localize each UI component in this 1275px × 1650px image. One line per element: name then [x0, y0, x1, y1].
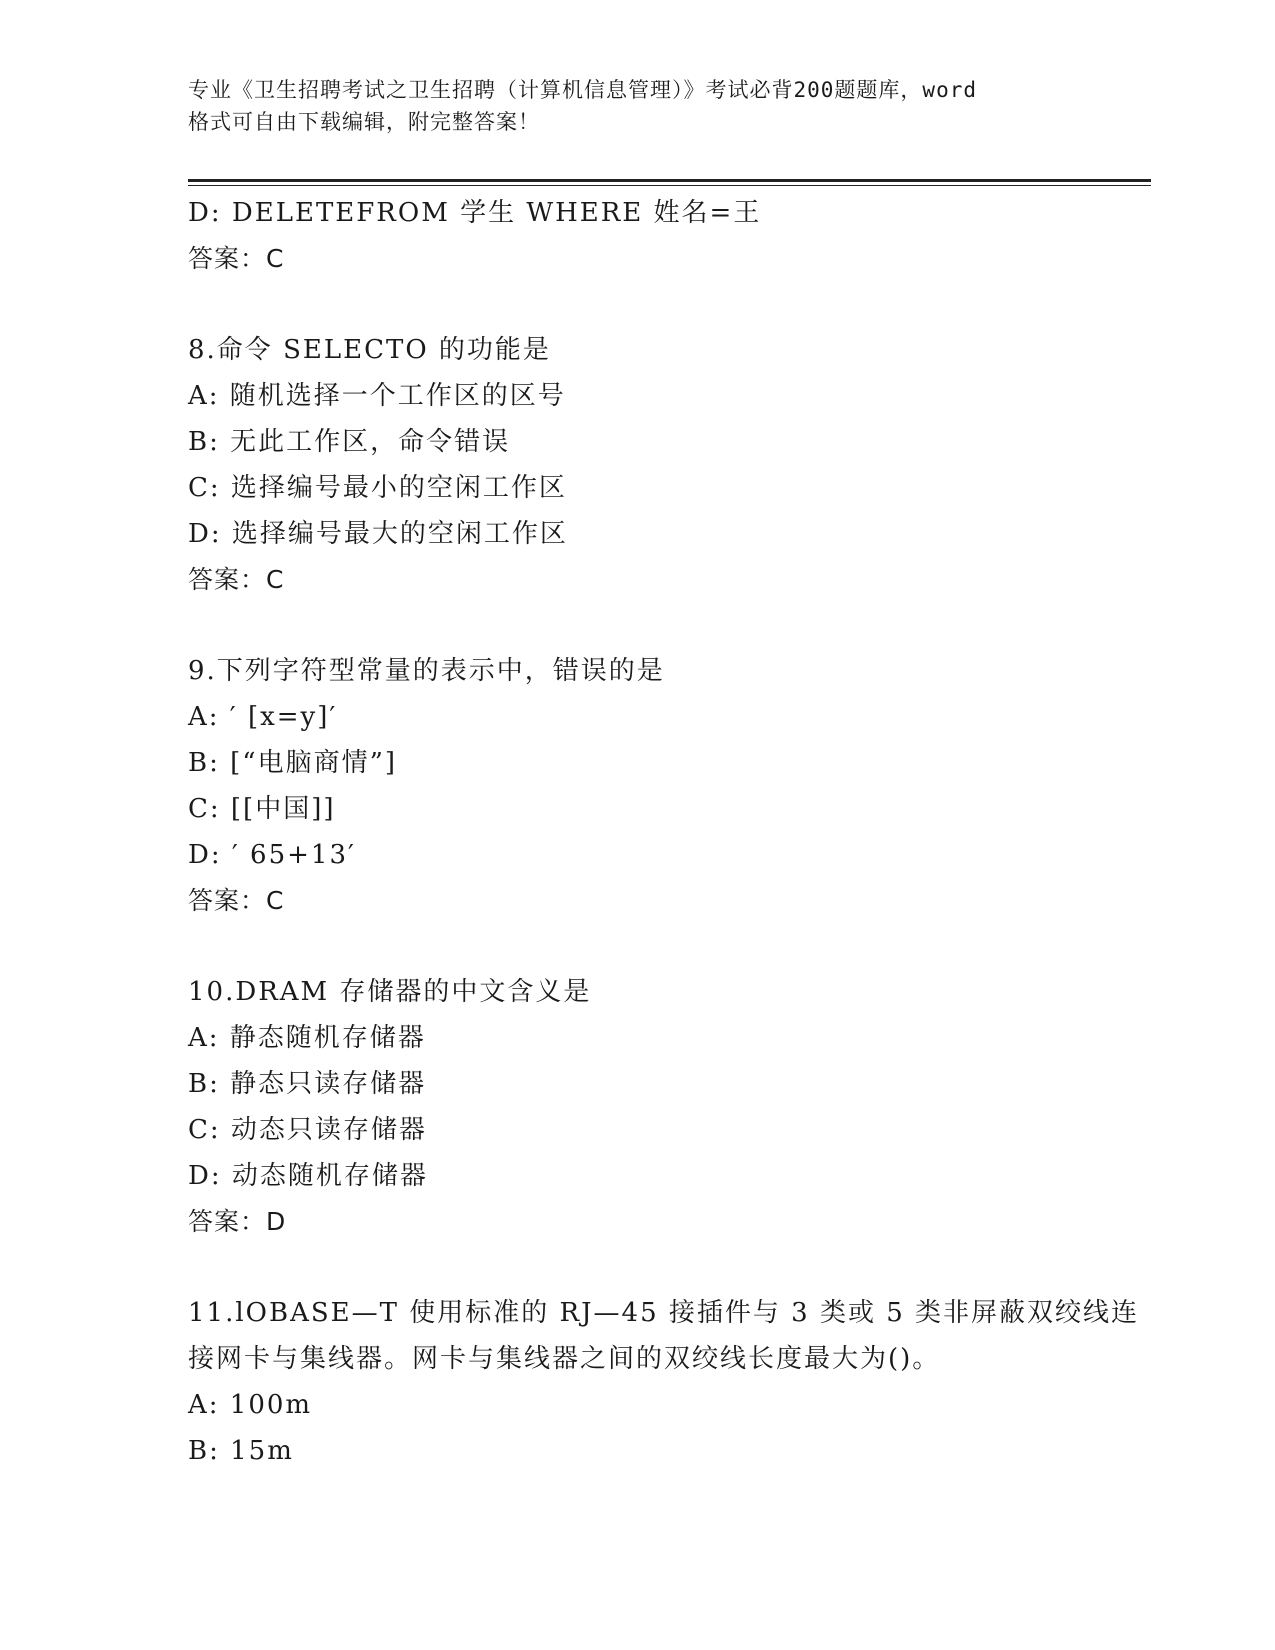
- question-10: [188, 969, 1108, 1245]
- option-d: D: ′ 65+13′: [188, 840, 356, 870]
- answer-label: 答案：C: [188, 565, 285, 594]
- option-b: B: [“电脑商情”]: [188, 748, 398, 778]
- option-a: A: 随机选择一个工作区的区号: [188, 381, 566, 411]
- answer-label: 答案：C: [188, 886, 285, 915]
- question-list: [188, 190, 1140, 1474]
- question-9: [188, 648, 1108, 924]
- option-c: C: 动态只读存储器: [188, 1115, 427, 1145]
- question-stem-line-1: 11.lOBASE—T 使用标准的 RJ—45 接插件与 3 类或 5 类非屏蔽双绞线连: [188, 1298, 1140, 1328]
- option-c: C: 选择编号最小的空闲工作区: [188, 473, 567, 503]
- option-a: A: ′ [x=y]′: [188, 702, 338, 732]
- option-d: D: 动态随机存储器: [188, 1161, 428, 1191]
- header-divider-thin: [188, 185, 1151, 186]
- header-divider-thick: [188, 179, 1151, 182]
- option-c: C: [[中国]]: [188, 794, 336, 824]
- header-title-line-1: 专业《卫生招聘考试之卫生招聘（计算机信息管理）》考试必背200题题库，word: [188, 78, 977, 102]
- question-11: [188, 1290, 1140, 1474]
- question-fragment: [188, 190, 1108, 282]
- question-stem: 8.命令 SELECTO 的功能是: [188, 335, 551, 365]
- option-b: B: 15m: [188, 1436, 294, 1466]
- answer-label: 答案：D: [188, 1207, 287, 1236]
- option-d: D: 选择编号最大的空闲工作区: [188, 519, 568, 549]
- option-b: B: 静态只读存储器: [188, 1069, 427, 1099]
- document-header: [188, 74, 1088, 138]
- question-stem-line-2: 接网卡与集线器。网卡与集线器之间的双绞线长度最大为()。: [188, 1344, 941, 1374]
- question-8: [188, 327, 1108, 603]
- answer-label: 答案：C: [188, 244, 285, 273]
- option-d: D: DELETEFROM 学生 WHERE 姓名=王: [188, 198, 762, 228]
- question-stem: 10.DRAM 存储器的中文含义是: [188, 977, 592, 1007]
- header-title-line-2: 格式可自由下载编辑，附完整答案！: [188, 110, 540, 134]
- question-stem: 9.下列字符型常量的表示中，错误的是: [188, 656, 665, 686]
- option-a: A: 100m: [188, 1390, 313, 1420]
- option-b: B: 无此工作区，命令错误: [188, 427, 511, 457]
- option-a: A: 静态随机存储器: [188, 1023, 426, 1053]
